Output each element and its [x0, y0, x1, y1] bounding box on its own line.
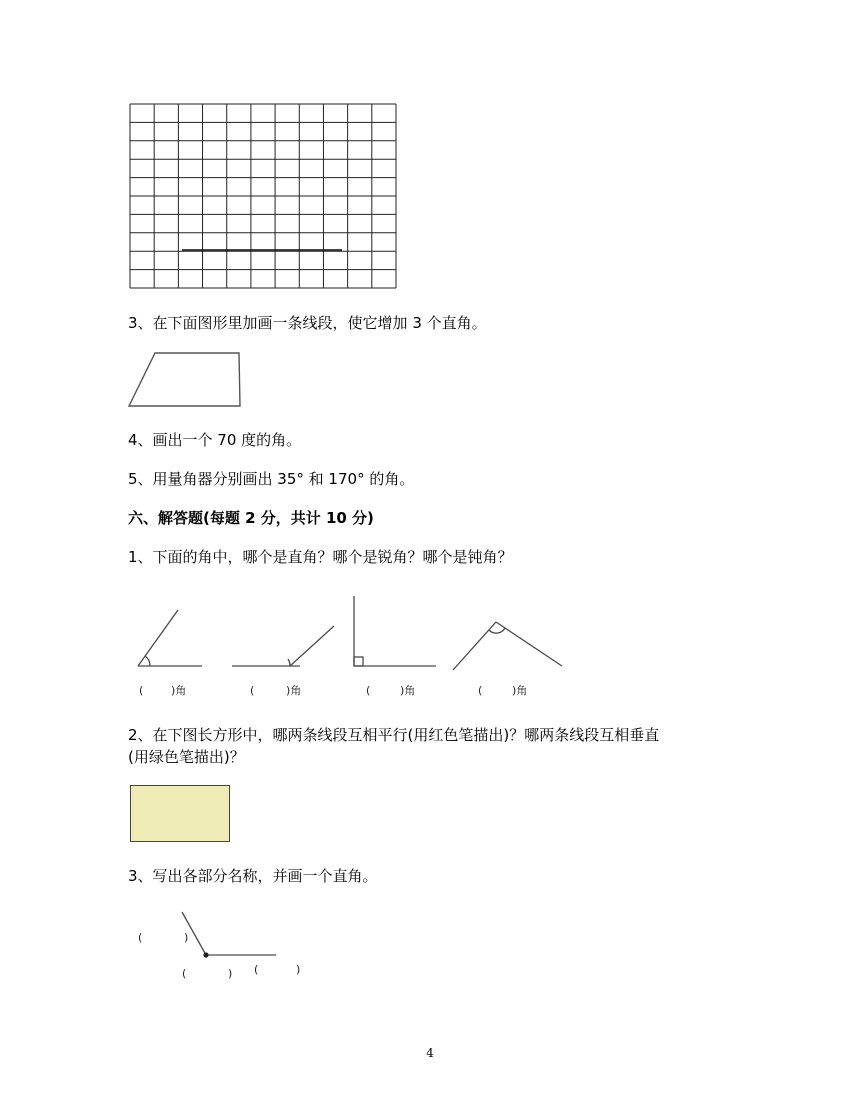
- right-angle: [354, 596, 436, 666]
- angle-caption-close-3: )角: [400, 684, 416, 697]
- grid-figure: [129, 103, 397, 289]
- question-add-segment: 3、在下面图形里加画一条线段，使它增加 3 个直角。: [128, 314, 487, 332]
- question-angle-parts: 3、写出各部分名称，并画一个直角。: [128, 867, 378, 885]
- acute-angle-2: [232, 626, 334, 666]
- page-number: 4: [426, 1046, 434, 1060]
- question-parallel-perpendicular-line2: (用绿色笔描出)？: [128, 748, 245, 766]
- part-open-2: (: [182, 967, 187, 980]
- angle-caption-open-2: (: [250, 684, 255, 697]
- section-title-answer-questions: 六、解答题(每题 2 分，共计 10 分): [128, 509, 374, 527]
- question-protractor: 5、用量角器分别画出 35° 和 170° 的角。: [128, 470, 415, 488]
- grid-lines: [130, 104, 396, 288]
- part-open-1: (: [138, 931, 143, 944]
- obtuse-angle: [453, 622, 562, 670]
- part-close-1: ): [184, 931, 189, 944]
- question-parallel-perpendicular-line1: 2、在下图长方形中，哪两条线段互相平行(用红色笔描出)？哪两条线段互相垂直: [128, 726, 660, 744]
- part-close-2: ): [228, 967, 233, 980]
- angle-caption-close-4: )角: [512, 684, 528, 697]
- acute-angle: [138, 610, 202, 666]
- angles-figure: [130, 590, 570, 705]
- angle-caption-close-2: )角: [286, 684, 302, 697]
- part-close-3: ): [296, 963, 301, 976]
- part-open-3: (: [254, 963, 259, 976]
- trapezoid-figure: [126, 350, 244, 410]
- angle-caption-open-4: (: [478, 684, 483, 697]
- question-classify-angles: 1、下面的角中，哪个是直角？哪个是锐角？哪个是钝角？: [128, 548, 513, 566]
- question-draw-70-angle: 4、画出一个 70 度的角。: [128, 431, 302, 449]
- angle-parts-figure: [130, 905, 310, 985]
- yellow-rectangle: [130, 785, 230, 842]
- angle-caption-close-1: )角: [171, 684, 187, 697]
- angle-caption-open-3: (: [366, 684, 371, 697]
- vertex-dot: [203, 952, 208, 957]
- angle-caption-open-1: (: [139, 684, 144, 697]
